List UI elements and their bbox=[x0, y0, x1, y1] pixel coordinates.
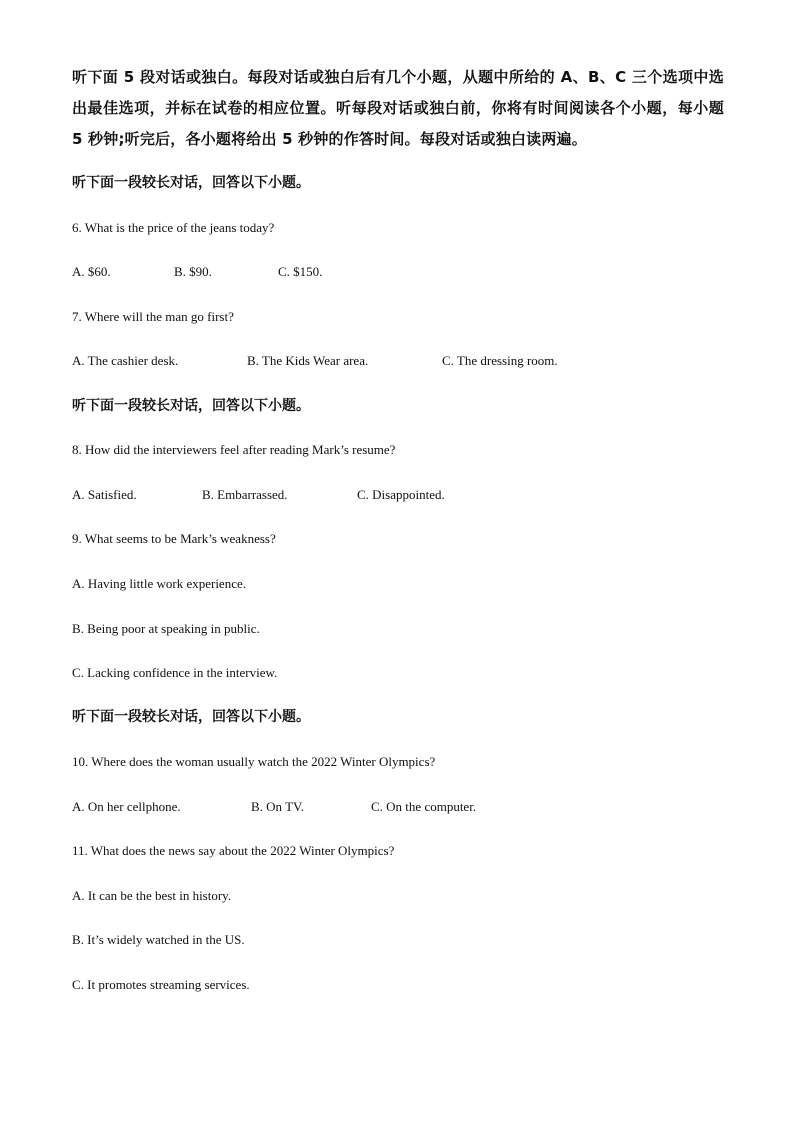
question-9-option-a[interactable]: A. Having little work experience. bbox=[72, 576, 246, 591]
question-7-option-c[interactable]: C. The dressing room. bbox=[442, 353, 558, 368]
section-heading: 听下面一段较长对话，回答以下小题。 bbox=[72, 175, 310, 191]
question-stem-9: 9. What seems to be Mark’s weakness? bbox=[72, 531, 276, 546]
question-10-option-c[interactable]: C. On the computer. bbox=[371, 799, 477, 814]
question-7-option-a[interactable]: A. The cashier desk. bbox=[72, 353, 179, 368]
section-instructions: 听下面 5 段对话或独白。每段对话或独白后有几个小题，从题中所给的 A、B、C 三个选项中选出最佳选项，并标在试卷的相应位置。听每段对话或独白前，你将有时间阅读各个小题，每小题 5 秒钟;听完后，各小题将给出 5 秒钟的作答时间。每段对话或独白读两遍。 bbox=[72, 68, 724, 148]
question-7-option-b[interactable]: B. The Kids Wear area. bbox=[247, 353, 369, 368]
question-9-option-b[interactable]: B. Being poor at speaking in public. bbox=[72, 621, 260, 636]
question-8-option-c[interactable]: C. Disappointed. bbox=[357, 487, 445, 502]
question-stem-11: 11. What does the news say about the 2022 Winter Olympics? bbox=[72, 843, 395, 858]
question-stem-10: 10. Where does the woman usually watch the 2022 Winter Olympics? bbox=[72, 754, 436, 769]
section-heading: 听下面一段较长对话，回答以下小题。 bbox=[72, 398, 310, 414]
question-9-option-c[interactable]: C. Lacking confidence in the interview. bbox=[72, 665, 278, 680]
question-11-option-b[interactable]: B. It’s widely watched in the US. bbox=[72, 932, 245, 947]
question-11-option-a[interactable]: A. It can be the best in history. bbox=[72, 888, 232, 903]
question-11-option-c[interactable]: C. It promotes streaming services. bbox=[72, 977, 250, 992]
question-stem-8: 8. How did the interviewers feel after reading Mark’s resume? bbox=[72, 442, 396, 457]
question-10-option-b[interactable]: B. On TV. bbox=[251, 799, 304, 814]
section-heading: 听下面一段较长对话，回答以下小题。 bbox=[72, 709, 310, 725]
question-10-option-a[interactable]: A. On her cellphone. bbox=[72, 799, 181, 814]
question-stem-6: 6. What is the price of the jeans today? bbox=[72, 220, 275, 235]
question-8-option-b[interactable]: B. Embarrassed. bbox=[202, 487, 288, 502]
question-6-option-b[interactable]: B. $90. bbox=[174, 264, 212, 279]
question-6-option-c[interactable]: C. $150. bbox=[278, 264, 323, 279]
question-8-option-a[interactable]: A. Satisfied. bbox=[72, 487, 137, 502]
question-stem-7: 7. Where will the man go first? bbox=[72, 309, 234, 324]
question-6-option-a[interactable]: A. $60. bbox=[72, 264, 111, 279]
